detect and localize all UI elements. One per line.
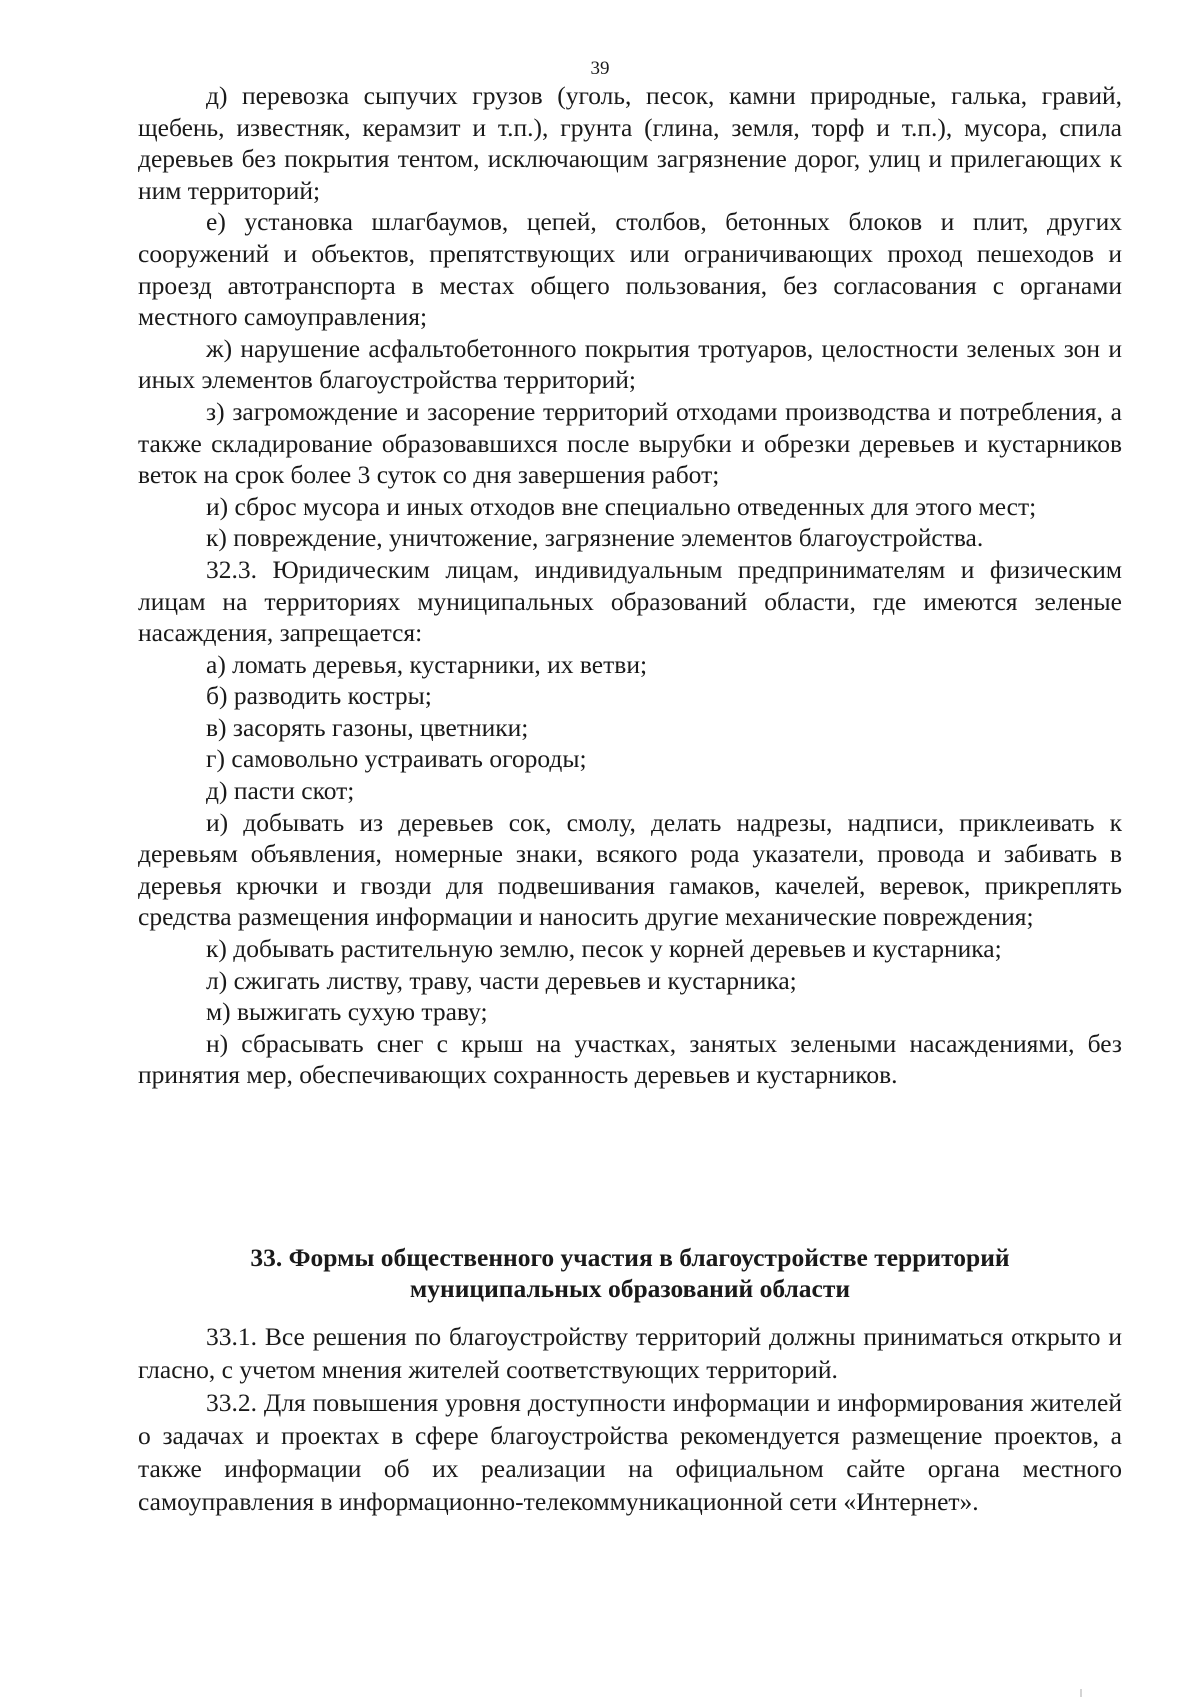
page-number: 39 [590, 58, 610, 79]
section-32-text [138, 80, 1122, 1091]
list-item-m: м) выжигать сухую траву; [206, 997, 488, 1027]
list-item-k: к) добывать растительную землю, песок у корней деревьев и кустарника; [206, 934, 1002, 964]
heading-line-1: 33. Формы общественного участия в благоустройстве территорий [250, 1243, 1010, 1272]
heading-line-2: муниципальных образований области [409, 1274, 851, 1303]
paragraph-k-damage: к) повреждение, уничтожение, загрязнение элементов благоустройства. [206, 523, 984, 553]
list-item-n: н) сбрасывать снег с крыш на участках, занятых зелеными насаждениями, без принятия мер, обеспечивающих сохранность деревьев и кустарников. [138, 1028, 1122, 1090]
list-item-v: в) засорять газоны, цветники; [206, 712, 529, 742]
list-item-l: л) сжигать листву, траву, части деревьев и кустарника; [206, 965, 797, 995]
paragraph-i-dumping: и) сброс мусора и иных отходов вне специально отведенных для этого мест; [206, 491, 1037, 521]
section-33-text [138, 1320, 1122, 1518]
scan-edge-mark [1080, 1689, 1182, 1697]
paragraph-e-barriers: е) установка шлагбаумов, цепей, столбов, бетонных блоков и плит, других сооружений и объектов, препятствующих или ограничивающих проход пешеходов и проезд автотранспорта в местах общего пользования, без согласования с органами местного самоуправления; [138, 207, 1122, 332]
list-item-b: б) разводить костры; [206, 681, 432, 711]
paragraph-d-transport: д) перевозка сыпучих грузов (уголь, песок, камни природные, галька, гравий, щебень, известняк, керамзит и т.п.), грунта (глина, земля, торф и т.п.), мусора, спила деревьев без покрытия тентом, исключающим загрязнение дорог, улиц и прилегающих к ним территорий; [138, 81, 1122, 205]
section-33-heading [138, 1242, 1122, 1304]
paragraph-zh-pavement: ж) нарушение асфальтобетонного покрытия тротуаров, целостности зеленых зон и иных элементов благоустройства территорий; [138, 333, 1122, 395]
paragraph-33-1: 33.1. Все решения по благоустройству территорий должны приниматься открыто и гласно, с учетом мнения жителей соответствующих территорий. [138, 1322, 1122, 1384]
list-item-i: и) добывать из деревьев сок, смолу, делать надрезы, надписи, приклеивать к деревьям объявления, номерные знаки, всякого рода указатели, провода и забивать в деревья крючки и гвозди для подвешивания гамаков, качелей, веревок, прикреплять средства размещения информации и наносить другие механические повреждения; [138, 807, 1122, 932]
paragraph-z-littering: з) загромождение и засорение территорий отходами производства и потребления, а также складирование образовавшихся после вырубки и обрезки деревьев и кустарников веток на срок более 3 суток со дня завершения работ; [138, 396, 1122, 490]
list-item-a: а) ломать деревья, кустарники, их ветви; [206, 649, 648, 679]
paragraph-32-3-intro: 32.3. Юридическим лицам, индивидуальным предпринимателям и физическим лицам на территориях муниципальных образований области, где имеются зеленые насаждения, запрещается: [138, 554, 1122, 648]
list-item-d: д) пасти скот; [206, 776, 355, 806]
list-item-g: г) самовольно устраивать огороды; [206, 744, 587, 774]
paragraph-33-2: 33.2. Для повышения уровня доступности информации и информирования жителей о задачах и проектах в сфере благоустройства рекомендуется размещение проектов, а также информации об их реализации на официальном сайте органа местного самоуправления в информационно-телекоммуникационной сети «Интернет». [138, 1388, 1122, 1516]
